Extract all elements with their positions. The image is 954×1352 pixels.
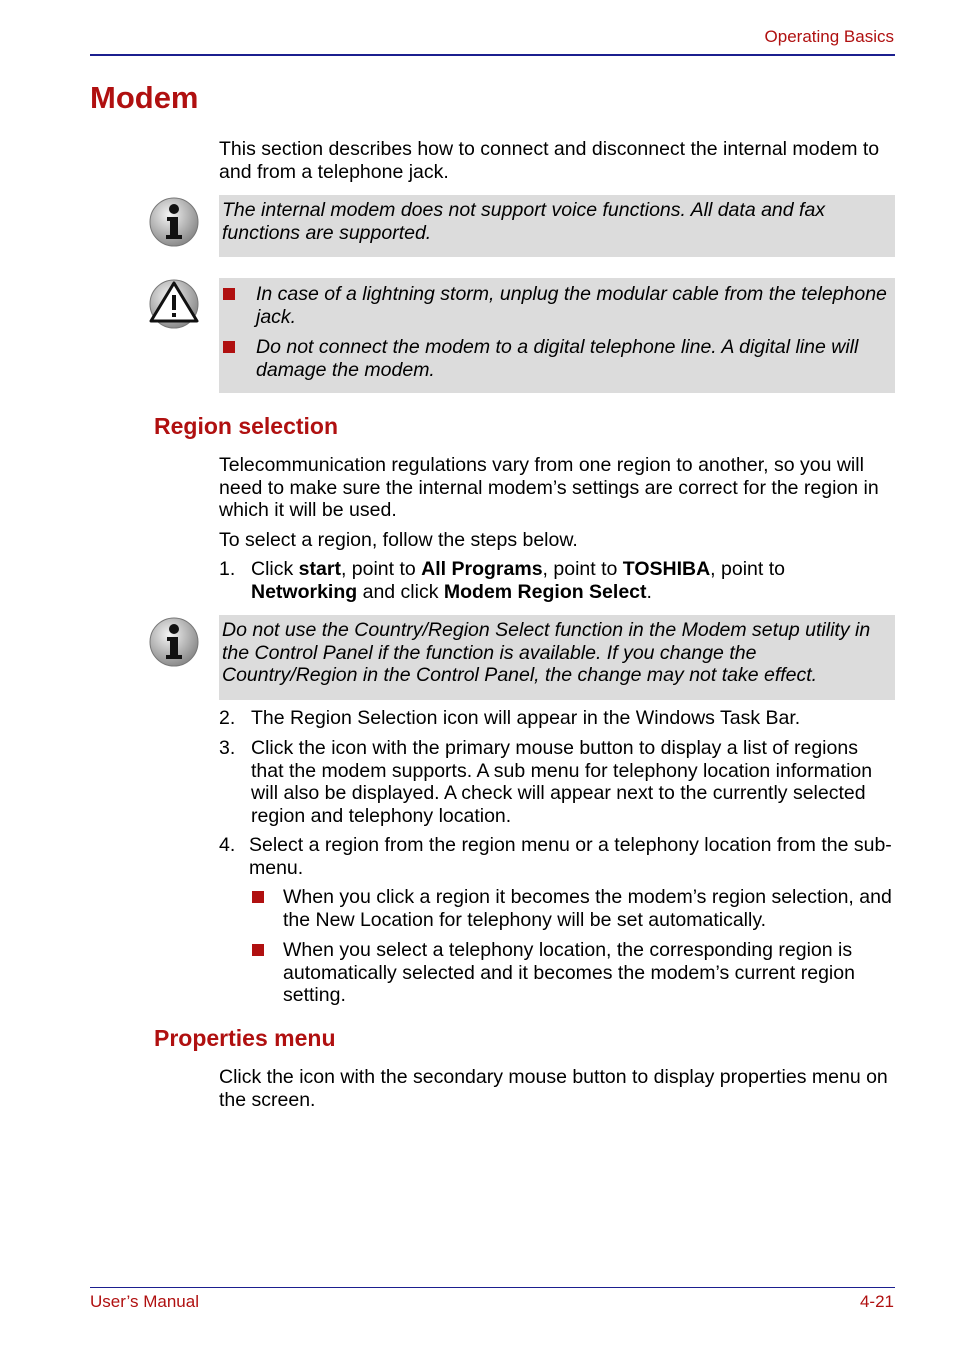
running-header: Operating Basics bbox=[764, 27, 894, 46]
caution-icon bbox=[148, 278, 200, 330]
intro-paragraph: This section describes how to connect and disconnect the internal modem to and from a telephone jack. bbox=[219, 138, 880, 183]
caution-item: In case of a lightning storm, unplug the modular cable from the telephone jack. bbox=[223, 283, 889, 328]
footer-manual-title: User’s Manual bbox=[90, 1292, 199, 1311]
region-paragraph-1: Telecommunication regulations vary from one region to another, so you will need to make sure the internal modem’s settings are correct for the region in which it will be used. bbox=[219, 454, 879, 521]
note-box bbox=[219, 615, 895, 700]
note-text: The internal modem does not support voice functions. All data and fax functions are supported. bbox=[222, 199, 826, 244]
info-icon bbox=[148, 196, 200, 248]
note-text: Do not use the Country/Region Select function in the Modem setup utility in the Control Panel if the function is available. If you change the Country/Region in the Control Panel, the change may not take effect. bbox=[222, 619, 871, 686]
bullet-square-icon bbox=[223, 288, 235, 300]
properties-paragraph: Click the icon with the secondary mouse button to display properties menu on the screen. bbox=[219, 1066, 888, 1111]
note-box bbox=[219, 195, 895, 257]
toshiba-label: TOSHIBA bbox=[622, 558, 711, 580]
step-4: 4. Select a region from the region menu or a telephony location from the sub-menu. bbox=[219, 834, 892, 879]
step-2: 2. The Region Selection icon will appear in the Windows Task Bar. bbox=[219, 707, 801, 729]
networking-label: Networking bbox=[251, 580, 358, 603]
modem-region-select-label: Modem Region Select bbox=[443, 580, 647, 603]
caution-box bbox=[219, 278, 895, 393]
caution-item: Do not connect the modem to a digital telephone line. A digital line will damage the modem. bbox=[223, 336, 889, 381]
start-menu-label: start bbox=[298, 558, 341, 580]
header-rule bbox=[90, 54, 895, 56]
footer-rule bbox=[90, 1287, 895, 1288]
region-selection-heading: Region selection bbox=[154, 413, 339, 439]
region-paragraph-2: To select a region, follow the steps below. bbox=[219, 529, 578, 551]
step-1: 1. Click start, point to All Programs, point to TOSHIBA, point to Networking and click Modem Region Select. bbox=[219, 558, 785, 603]
bullet-square-icon bbox=[252, 891, 264, 903]
properties-menu-heading: Properties menu bbox=[154, 1025, 336, 1051]
page-title: Modem bbox=[90, 80, 199, 115]
list-item: When you select a telephony location, the corresponding region is automatically selected and it becomes the modem’s current region setting. bbox=[252, 939, 895, 1007]
list-item: When you click a region it becomes the modem’s region selection, and the New Location for telephony will be set automatically. bbox=[252, 886, 895, 931]
page-number: 4-21 bbox=[859, 1292, 894, 1311]
bullet-square-icon bbox=[252, 944, 264, 956]
step-4-sublist bbox=[252, 886, 895, 1007]
bullet-square-icon bbox=[223, 341, 235, 353]
step-3: 3. Click the icon with the primary mouse button to display a list of regions that the modem supports. A sub menu for telephony location information will also be displayed. A check will appear next to the currently selected region and telephony location. bbox=[219, 737, 873, 827]
info-icon bbox=[148, 616, 200, 668]
all-programs-label: All Programs bbox=[421, 558, 543, 580]
